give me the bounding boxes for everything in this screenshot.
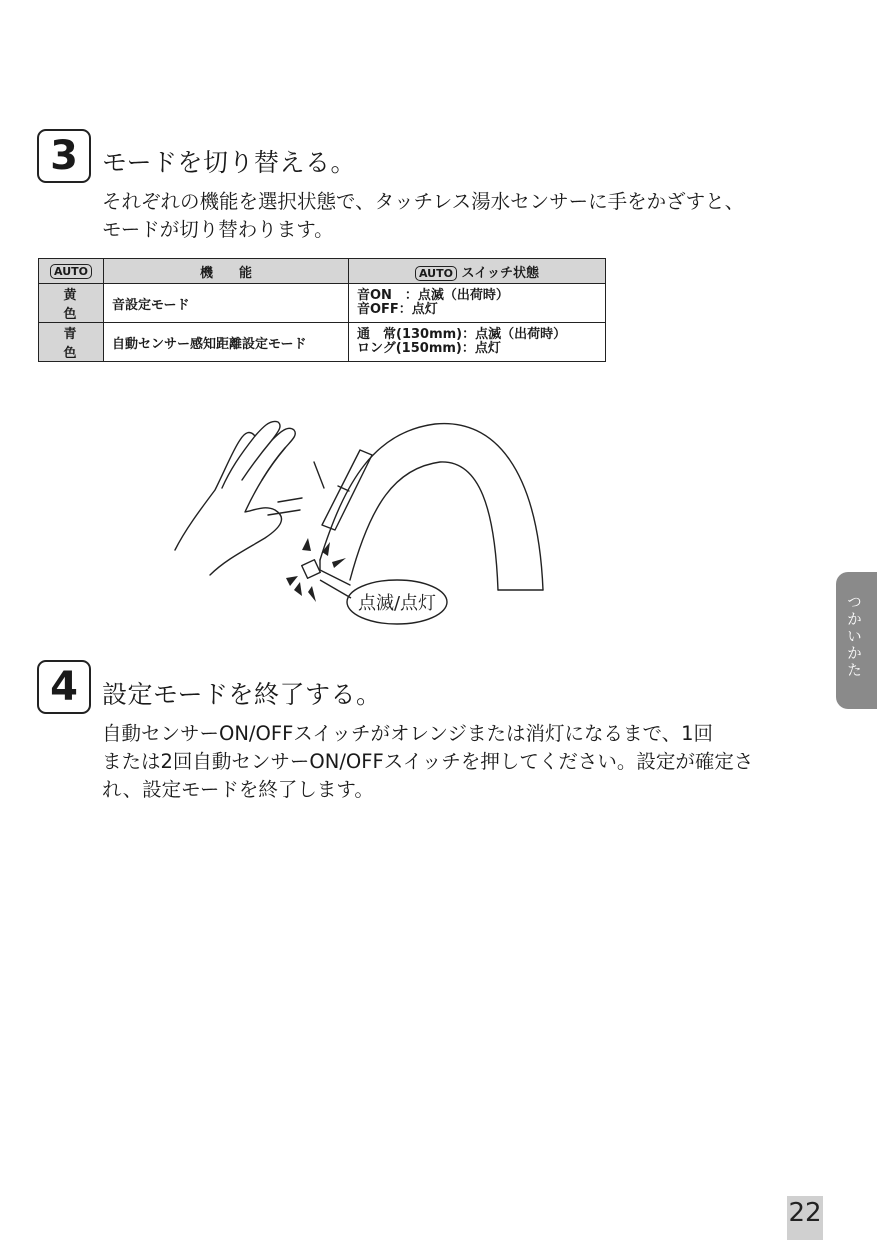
state-line: 音ON ：点滅（出荷時） — [357, 288, 509, 303]
mode-table-header-row — [39, 259, 606, 284]
faucet-spout — [320, 424, 543, 590]
row-function-cell: 音設定モード — [104, 284, 349, 323]
step-4-body-line: または2回自動センサーON/OFFスイッチを押してください。設定が確定さ — [102, 750, 754, 773]
row-state-cell — [349, 284, 606, 323]
blink-rays-icon — [286, 538, 346, 602]
step-3-body-line: モードが切り替わります。 — [102, 218, 334, 241]
section-tab — [836, 572, 877, 709]
callout-label: 点滅/点灯 — [357, 593, 437, 614]
row-color-cell: 青 色 — [39, 323, 104, 362]
step-3-badge — [37, 129, 91, 183]
table-row — [39, 284, 606, 323]
header-state-cell — [349, 259, 606, 284]
header-state-label: スイッチ状態 — [461, 265, 539, 281]
state-line: 通 常(130mm)：点滅（出荷時） — [357, 327, 567, 342]
step-4-number: 4 — [50, 664, 78, 710]
state-line: 音OFF：点灯 — [357, 302, 438, 317]
page-number: 22 — [788, 1198, 822, 1228]
step-3-body — [102, 188, 822, 244]
mode-table — [38, 258, 606, 362]
section-tab-label: つかいかた — [845, 594, 863, 679]
table-row — [39, 323, 606, 362]
step-3-number: 3 — [50, 133, 78, 179]
row-function-cell: 自動センサー感知距離設定モード — [104, 323, 349, 362]
auto-tag: AUTO — [50, 264, 92, 279]
row-state-cell — [349, 323, 606, 362]
hand — [175, 421, 295, 575]
step-3-body-line: それぞれの機能を選択状態で、タッチレス湯水センサーに手をかざすと、 — [102, 190, 745, 213]
step-4-body-line: 自動センサーON/OFFスイッチがオレンジまたは消灯になるまで、1回 — [102, 722, 714, 745]
step-3-title: モードを切り替える。 — [102, 148, 357, 177]
step-4-title: 設定モードを終了する。 — [102, 680, 382, 709]
auto-tag: AUTO — [415, 266, 457, 281]
header-color-cell — [39, 259, 104, 284]
row-color-cell: 黄 色 — [39, 284, 104, 323]
state-line: ロング(150mm)：点灯 — [357, 341, 501, 356]
step-4-body — [102, 720, 822, 804]
step-4-badge — [37, 660, 91, 714]
step-4-body-line: れ、設定モードを終了します。 — [102, 778, 374, 801]
header-function-cell: 機 能 — [104, 259, 349, 284]
faucet-hand-illustration — [170, 410, 560, 650]
sensor-lamp-icon — [302, 560, 321, 579]
